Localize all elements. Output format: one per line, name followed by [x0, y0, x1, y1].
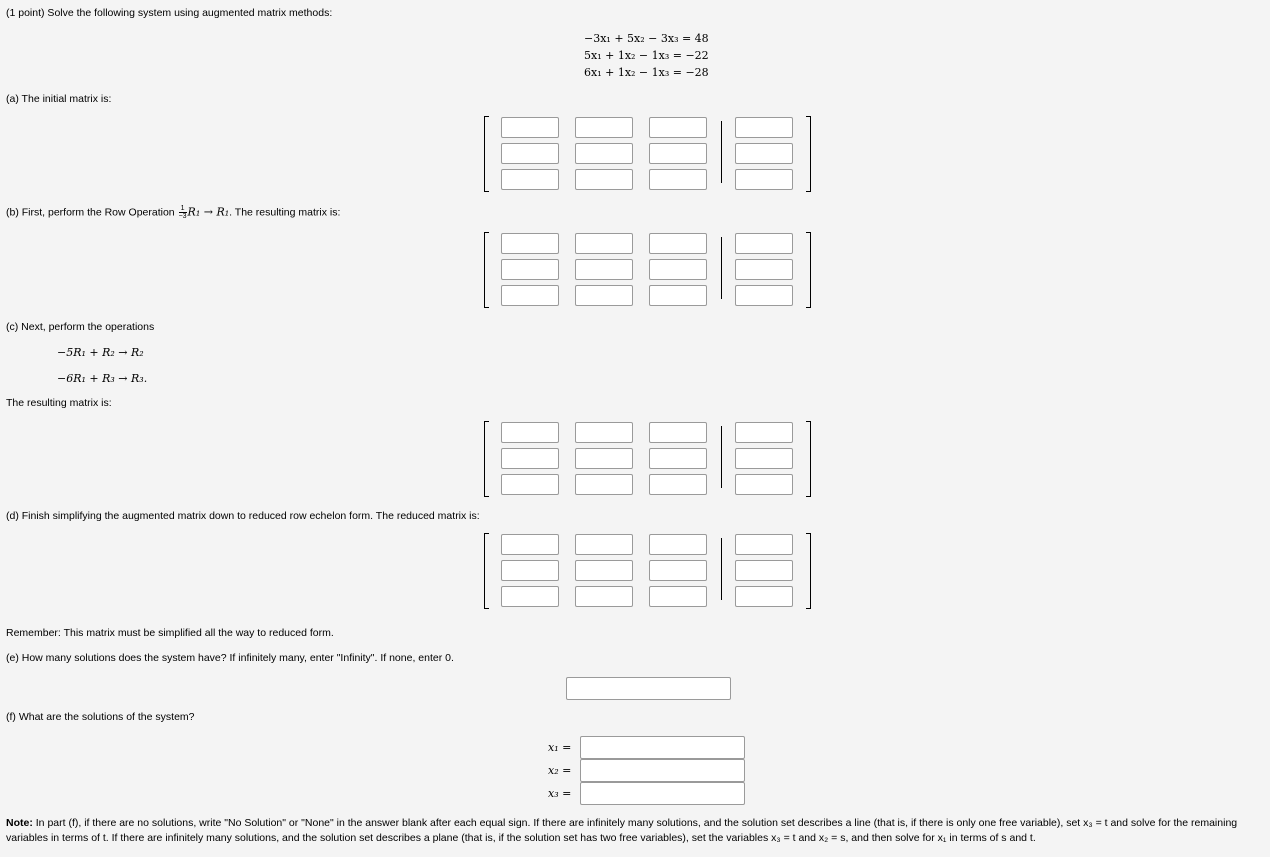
- matrix-a-cell-r2c4[interactable]: [735, 143, 793, 164]
- matrix-c-cell-r3c2[interactable]: [575, 474, 633, 495]
- equation-1: −3x₁ + 5x₂ − 3x₃ = 48: [584, 32, 709, 45]
- matrix-a-cell-r3c4[interactable]: [735, 169, 793, 190]
- matrix-c-cell-r3c4[interactable]: [735, 474, 793, 495]
- matrix-b-cell-r2c1[interactable]: [501, 259, 559, 280]
- matrix-b-cell-r1c3[interactable]: [649, 233, 707, 254]
- matrix-b-cell-r1c1[interactable]: [501, 233, 559, 254]
- matrix-c-cell-r2c3[interactable]: [649, 448, 707, 469]
- matrix-c-cell-r1c2[interactable]: [575, 422, 633, 443]
- matrix-d-cell-r3c4[interactable]: [735, 586, 793, 607]
- matrix-b-cell-r3c3[interactable]: [649, 285, 707, 306]
- left-bracket: [484, 421, 489, 497]
- matrix-d-cell-r3c3[interactable]: [649, 586, 707, 607]
- matrix-b-cell-r2c2[interactable]: [575, 259, 633, 280]
- matrix-b-cell-r2c4[interactable]: [735, 259, 793, 280]
- matrix-d-cell-r2c3[interactable]: [649, 560, 707, 581]
- augment-divider: [721, 426, 722, 488]
- matrix-b-cell-r3c4[interactable]: [735, 285, 793, 306]
- fraction-denominator: −3: [178, 213, 187, 220]
- matrix-a-cell-r3c2[interactable]: [575, 169, 633, 190]
- note-text: In part (f), if there are no solutions, write "No Solution" or "None" in the answer blank after each equal sign. If there are infinitely many solutions, and the solution set describes a line (that is, if there is only one free variable), set x₃ = t and solve for the remaining variables in terms of t. If there are infinitely many solutions, and the solution set describes a plane (that is, if the solution set has two free variables), set the variables x₃ = t and x₂ = s, and then solve for x₁ in terms of s and t.: [6, 817, 1238, 844]
- x1-label: x₁ =: [548, 741, 572, 754]
- matrix-c-cell-r1c4[interactable]: [735, 422, 793, 443]
- matrix-c-cell-r3c1[interactable]: [501, 474, 559, 495]
- part-c-result-label: The resulting matrix is:: [6, 397, 112, 409]
- right-bracket: [806, 116, 811, 192]
- note-heading: Note:: [6, 817, 33, 829]
- matrix-d-cell-r1c4[interactable]: [735, 534, 793, 555]
- matrix-c-cell-r3c3[interactable]: [649, 474, 707, 495]
- matrix-a-cell-r3c1[interactable]: [501, 169, 559, 190]
- left-bracket: [484, 116, 489, 192]
- matrix-c-cell-r2c1[interactable]: [501, 448, 559, 469]
- matrix-d-cell-r3c1[interactable]: [501, 586, 559, 607]
- part-b-suffix: . The resulting matrix is:: [229, 206, 341, 219]
- matrix-d-cell-r1c3[interactable]: [649, 534, 707, 555]
- matrix-d: [484, 533, 812, 609]
- part-c-label: (c) Next, perform the operations: [6, 321, 155, 333]
- matrix-d-cell-r1c1[interactable]: [501, 534, 559, 555]
- matrix-b-cell-r2c3[interactable]: [649, 259, 707, 280]
- left-bracket: [484, 533, 489, 609]
- right-bracket: [806, 421, 811, 497]
- part-b-prefix: (b) First, perform the Row Operation: [6, 206, 175, 219]
- matrix-d-cell-r1c2[interactable]: [575, 534, 633, 555]
- right-bracket: [806, 232, 811, 308]
- matrix-c: [484, 421, 812, 497]
- row-operation-1: −5R₁ + R₂ → R₂: [57, 346, 144, 359]
- fraction-numerator: 1: [179, 205, 187, 213]
- matrix-c-cell-r1c3[interactable]: [649, 422, 707, 443]
- right-bracket: [806, 533, 811, 609]
- problem-intro: (1 point) Solve the following system using augmented matrix methods:: [6, 7, 333, 19]
- matrix-a-cell-r1c3[interactable]: [649, 117, 707, 138]
- equation-2: 5x₁ + 1x₂ − 1x₃ = −22: [584, 49, 709, 62]
- augment-divider: [721, 121, 722, 183]
- x2-label: x₂ =: [548, 764, 572, 777]
- matrix-a: [484, 116, 812, 192]
- matrix-d-cell-r2c1[interactable]: [501, 560, 559, 581]
- remember-note: Remember: This matrix must be simplified all the way to reduced form.: [6, 627, 334, 639]
- matrix-b: [484, 232, 812, 308]
- equation-3: 6x₁ + 1x₂ − 1x₃ = −28: [584, 66, 709, 79]
- augment-divider: [721, 538, 722, 600]
- part-b-label: [6, 205, 340, 220]
- matrix-a-cell-r1c4[interactable]: [735, 117, 793, 138]
- part-f-label: (f) What are the solutions of the system?: [6, 711, 195, 723]
- part-a-label: (a) The initial matrix is:: [6, 93, 112, 105]
- matrix-b-cell-r1c4[interactable]: [735, 233, 793, 254]
- matrix-a-cell-r2c3[interactable]: [649, 143, 707, 164]
- matrix-d-cell-r3c2[interactable]: [575, 586, 633, 607]
- left-bracket: [484, 232, 489, 308]
- fraction: [179, 205, 187, 220]
- matrix-b-cell-r3c1[interactable]: [501, 285, 559, 306]
- matrix-a-cell-r1c1[interactable]: [501, 117, 559, 138]
- matrix-b-cell-r3c2[interactable]: [575, 285, 633, 306]
- matrix-a-cell-r3c3[interactable]: [649, 169, 707, 190]
- matrix-c-cell-r2c2[interactable]: [575, 448, 633, 469]
- part-e-label: (e) How many solutions does the system have? If infinitely many, enter "Infinity". If none, enter 0.: [6, 652, 454, 664]
- row-operation: R₁ → R₁: [187, 205, 230, 219]
- matrix-d-cell-r2c4[interactable]: [735, 560, 793, 581]
- solution-count-input[interactable]: [566, 677, 731, 700]
- matrix-d-cell-r2c2[interactable]: [575, 560, 633, 581]
- footer-note: [6, 816, 1262, 846]
- augment-divider: [721, 237, 722, 299]
- matrix-a-cell-r1c2[interactable]: [575, 117, 633, 138]
- matrix-c-cell-r2c4[interactable]: [735, 448, 793, 469]
- x3-input[interactable]: [580, 782, 745, 805]
- x2-input[interactable]: [580, 759, 745, 782]
- row-operation-2: −6R₁ + R₃ → R₃.: [57, 372, 148, 385]
- part-d-label: (d) Finish simplifying the augmented matrix down to reduced row echelon form. The reduced matrix is:: [6, 510, 480, 522]
- x1-input[interactable]: [580, 736, 745, 759]
- matrix-a-cell-r2c1[interactable]: [501, 143, 559, 164]
- x3-label: x₃ =: [548, 787, 572, 800]
- matrix-c-cell-r1c1[interactable]: [501, 422, 559, 443]
- matrix-b-cell-r1c2[interactable]: [575, 233, 633, 254]
- matrix-a-cell-r2c2[interactable]: [575, 143, 633, 164]
